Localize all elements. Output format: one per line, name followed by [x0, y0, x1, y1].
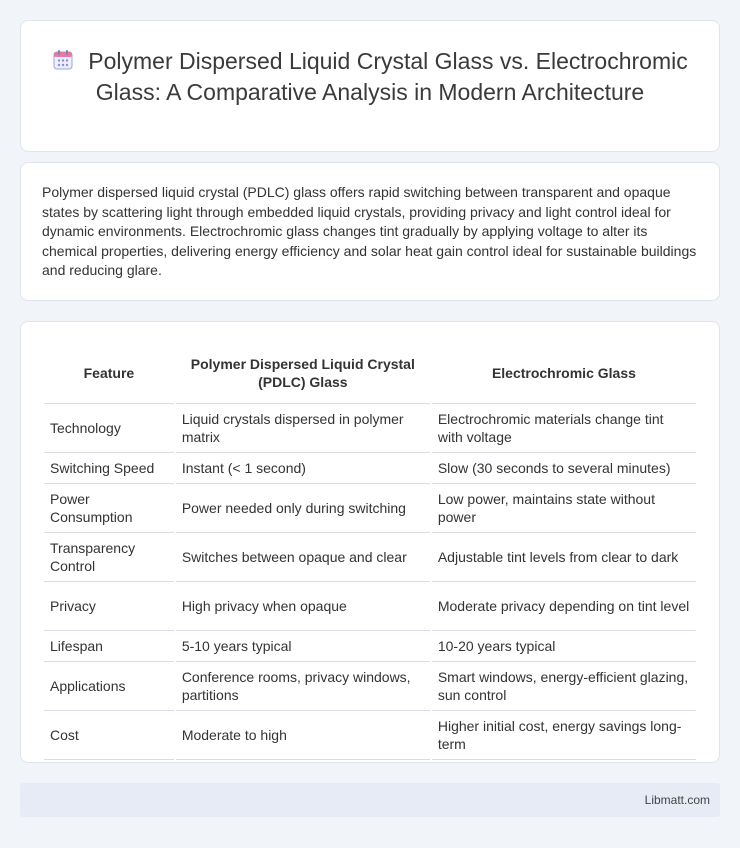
pdlc-cell: Instant (< 1 second): [176, 453, 430, 484]
column-header-feature: Feature: [44, 342, 174, 404]
feature-cell: Power Consumption: [44, 484, 174, 533]
column-header-pdlc: Polymer Dispersed Liquid Crystal (PDLC) Glass: [176, 342, 430, 404]
title-card: [20, 20, 720, 152]
footer-brand: Libmatt.com: [644, 793, 710, 807]
table-row: [44, 404, 696, 453]
calendar-icon: [52, 48, 74, 70]
footer: [20, 783, 720, 817]
table-row: [44, 662, 696, 711]
intro-paragraph: Polymer dispersed liquid crystal (PDLC) glass offers rapid switching between transparent and opaque states by scattering light through embedded liquid crystals, providing privacy and light control ideal for dynamic environments. Electrochromic glass changes tint gradually by applying voltage to alter its chemical properties, delivering energy efficiency and solar heat gain control ideal for sustainable buildings and reducing glare.: [42, 184, 697, 278]
table-header-row: [44, 342, 696, 404]
pdlc-cell: Conference rooms, privacy windows, partitions: [176, 662, 430, 711]
electrochromic-cell: Low power, maintains state without power: [432, 484, 696, 533]
comparison-table: [42, 342, 698, 760]
feature-cell: Switching Speed: [44, 453, 174, 484]
pdlc-cell: Power needed only during switching: [176, 484, 430, 533]
electrochromic-cell: Electrochromic materials change tint with voltage: [432, 404, 696, 453]
column-header-electrochromic: Electrochromic Glass: [432, 342, 696, 404]
comparison-card: [20, 321, 720, 763]
electrochromic-cell: Higher initial cost, energy savings long-term: [432, 711, 696, 760]
feature-cell: Transparency Control: [44, 533, 174, 582]
feature-cell: Applications: [44, 662, 174, 711]
electrochromic-cell: Adjustable tint levels from clear to dark: [432, 533, 696, 582]
table-row: [44, 631, 696, 662]
feature-cell: Cost: [44, 711, 174, 760]
electrochromic-cell: Smart windows, energy-efficient glazing, sun control: [432, 662, 696, 711]
pdlc-cell: 5-10 years typical: [176, 631, 430, 662]
page-title-text: Polymer Dispersed Liquid Crystal Glass vs. Electrochromic Glass: A Comparative Analysis in Modern Architecture: [88, 48, 688, 105]
feature-cell: Technology: [44, 404, 174, 453]
pdlc-cell: Moderate to high: [176, 711, 430, 760]
electrochromic-cell: Moderate privacy depending on tint level: [432, 582, 696, 631]
table-row: [44, 533, 696, 582]
intro-card: [20, 162, 720, 301]
feature-cell: Privacy: [44, 582, 174, 631]
page-title: [21, 21, 719, 108]
table-row: [44, 484, 696, 533]
feature-cell: Lifespan: [44, 631, 174, 662]
pdlc-cell: Liquid crystals dispersed in polymer matrix: [176, 404, 430, 453]
table-row: [44, 453, 696, 484]
table-row: [44, 711, 696, 760]
pdlc-cell: Switches between opaque and clear: [176, 533, 430, 582]
electrochromic-cell: Slow (30 seconds to several minutes): [432, 453, 696, 484]
electrochromic-cell: 10-20 years typical: [432, 631, 696, 662]
table-row: [44, 582, 696, 631]
pdlc-cell: High privacy when opaque: [176, 582, 430, 631]
